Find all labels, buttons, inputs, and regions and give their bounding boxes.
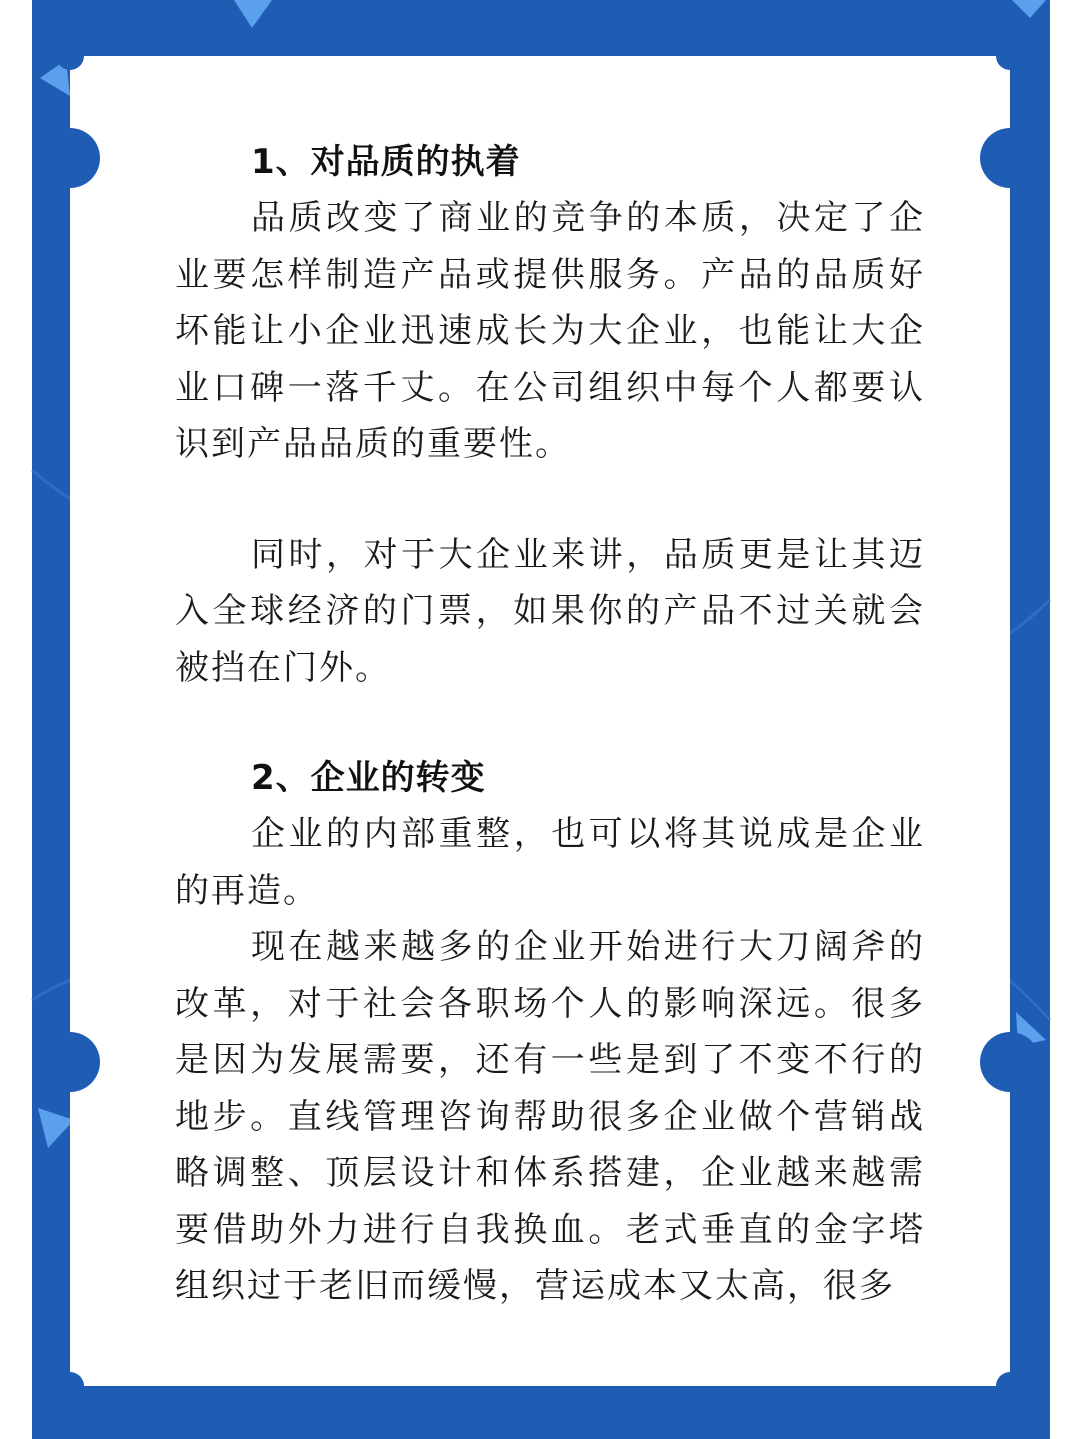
section-1-heading: 1、对品质的执着 bbox=[251, 142, 521, 182]
left-strip bbox=[0, 0, 32, 1439]
section-spacer bbox=[175, 696, 925, 750]
section-1-paragraph-1: 品质改变了商业的竞争的本质，决定了企业要怎样制造产品或提供服务。产品的品质好坏能让小企业迅速成长为大企业，也能让大企业口碑一落千丈。在公司组织中每个人都要认识到产品品质的重要性。 bbox=[175, 198, 925, 464]
corner-cut-br bbox=[996, 1372, 1024, 1400]
paragraph-spacer bbox=[175, 473, 925, 527]
article-body bbox=[175, 134, 925, 1315]
corner-cut-bl bbox=[56, 1372, 84, 1400]
notch-right-bottom bbox=[980, 1032, 1040, 1092]
notch-right-top bbox=[980, 128, 1040, 188]
corner-cut-tr bbox=[996, 42, 1024, 70]
section-1-paragraph-2: 同时，对于大企业来讲，品质更是让其迈入全球经济的门票，如果你的产品不过关就会被挡在门外。 bbox=[175, 534, 925, 688]
corner-cut-tl bbox=[56, 42, 84, 70]
section-2-heading: 2、企业的转变 bbox=[251, 758, 486, 798]
section-2-paragraph-1: 企业的内部重整，也可以将其说成是企业的再造。 bbox=[175, 814, 925, 911]
notch-left-bottom bbox=[40, 1032, 100, 1092]
notch-left-top bbox=[40, 128, 100, 188]
right-strip bbox=[1050, 0, 1080, 1439]
section-2-paragraph-2: 现在越来越多的企业开始进行大刀阔斧的改革，对于社会各职场个人的影响深远。很多是因为发展需要，还有一些是到了不变不行的地步。直线管理咨询帮助很多企业做个营销战略调整、顶层设计和体系搭建，企业越来越需要借助外力进行自我换血。老式垂直的金字塔组织过于老旧而缓慢，营运成本又太高，很多 bbox=[175, 927, 925, 1306]
